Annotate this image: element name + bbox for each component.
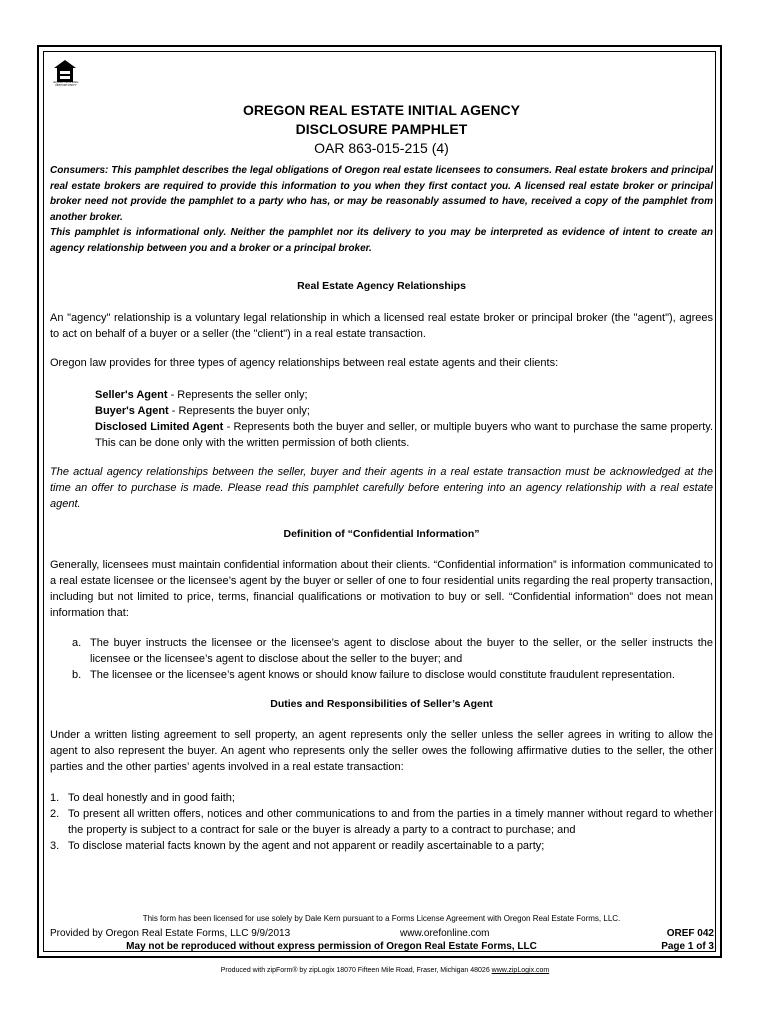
section-heading-sellers-agent: Duties and Responsibilities of Seller’s Agent [270, 698, 493, 710]
acknowledgement-note: The actual agency relationships between the seller, buyer and their agents in a real estate transaction must be acknowledged at the time an offer to purchase is made. Please read this pamphlet carefully before entering into an agency relationship with a real estate agent. [50, 466, 713, 510]
agent-type-name: Seller's Agent [95, 389, 168, 401]
list-item-text: To disclose material facts known by the agent and not apparent or readily ascertainable to a party; [68, 840, 545, 852]
website-text: www.orefonline.com [400, 928, 490, 939]
agent-type-desc: - Represents the seller only; [167, 389, 308, 401]
agent-type-desc: - Represents both the buyer and seller, or multiple buyers who want to purchase the same property. This can be done only with the written permission of both clients. [95, 421, 713, 449]
agent-type-item [95, 419, 713, 451]
list-item-text: The buyer instructs the licensee or the licensee’s agent to disclose about the buyer to the seller, or the seller instructs the licensee or the licensee’s agent to disclose about the seller to the buyer; and [90, 637, 713, 665]
list-item-text: The licensee or the licensee’s agent knows or should know failure to disclose would constitute fraudulent representation. [90, 669, 675, 681]
sellers-agent-intro: Under a written listing agreement to sell property, an agent represents only the seller unless the seller agrees in writing to allow the agent to also represent the buyer. An agent who represents only the seller owes the following affirmative duties to the seller, the other parties and the other parties’ agents involved in a real estate transaction: [50, 729, 713, 773]
confidential-exceptions-list [72, 635, 713, 683]
agent-type-name: Disclosed Limited Agent [95, 421, 224, 433]
list-item [50, 838, 713, 854]
list-item [72, 635, 713, 667]
consumer-notice-p2: This pamphlet is informational only. Neither the pamphlet nor its delivery to you may be interpreted as evidence of intent to create an agency relationship between you and a broker or a principal broker. [50, 227, 713, 254]
list-item-text: To deal honestly and in good faith; [68, 792, 235, 804]
logo-caption: EQUAL HOUSING OPPORTUNITY [53, 80, 79, 87]
agency-types-intro: Oregon law provides for three types of agency relationships between real estate agents and their clients: [50, 357, 559, 369]
list-marker: b. [72, 669, 82, 681]
list-marker: 2. [50, 808, 60, 820]
agent-type-item [95, 387, 713, 403]
ziplogix-link[interactable]: www.zipLogix.com [491, 967, 550, 974]
producer-line [0, 966, 770, 975]
confidential-definition: Generally, licensees must maintain confidential information about their clients. “Confidential information” is information communicated to a real estate licensee or the licensee’s agent by the buyer or seller of one to four residential units regarding the real property transaction, including but not limited to price, terms, financial qualifications or motivation to buy or sell. “Confidential information” does not mean information that: [50, 559, 713, 619]
section-heading-agency: Real Estate Agency Relationships [297, 280, 466, 292]
form-code: OREF 042 [666, 928, 714, 939]
list-item [72, 667, 713, 683]
agency-types-list [95, 387, 713, 451]
agent-type-desc: - Represents the buyer only; [168, 405, 310, 417]
list-marker: 3. [50, 840, 60, 852]
page-number: Page 1 of 3 [661, 941, 714, 952]
document-title-line2: DISCLOSURE PAMPHLET [295, 121, 468, 137]
agent-type-item [95, 403, 713, 419]
list-marker: a. [72, 637, 82, 649]
consumer-notice [50, 163, 713, 257]
provider-note: Provided by Oregon Real Estate Forms, LLC 9/9/2013 [50, 928, 291, 939]
document-title-line1: OREGON REAL ESTATE INITIAL AGENCY [243, 102, 520, 118]
list-item [50, 790, 713, 806]
regulation-code: OAR 863-015-215 (4) [314, 140, 449, 156]
agent-type-name: Buyer's Agent [95, 405, 169, 417]
reproduction-warning: May not be reproduced without express permission of Oregon Real Estate Forms, LLC [126, 941, 537, 952]
producer-text: Produced with zipForm® by zipLogix 18070 Fifteen Mile Road, Fraser, Michigan 48026 [220, 967, 492, 974]
list-marker: 1. [50, 792, 60, 804]
agency-definition: An "agency" relationship is a voluntary legal relationship in which a licensed real estate broker or principal broker (the "agent"), agrees to act on behalf of a buyer or a seller (the "client") in a real estate transaction. [50, 312, 713, 340]
license-notice: This form has been licensed for use solely by Dale Kern pursuant to a Forms License Agreement with Oregon Real Estate Forms, LLC. [142, 914, 621, 923]
section-heading-confidential: Definition of “Confidential Information” [283, 528, 480, 540]
list-item [50, 806, 713, 838]
sellers-agent-duties-list [50, 790, 713, 854]
consumer-notice-p1: Consumers: This pamphlet describes the legal obligations of Oregon real estate licensees to consumers. Real estate brokers and principal real estate brokers are required to provide this information to you when they first contact you. A licensed real estate broker or principal broker need not provide the pamphlet to a party who has, or may be reasonably assumed to have, received a copy of the pamphlet from another broker. [50, 165, 713, 223]
list-item-text: To present all written offers, notices and other communications to and from the parties in a timely manner without regard to whether the property is subject to a contract for sale or the buyer is already a party to a contract to purchase; and [68, 808, 713, 836]
